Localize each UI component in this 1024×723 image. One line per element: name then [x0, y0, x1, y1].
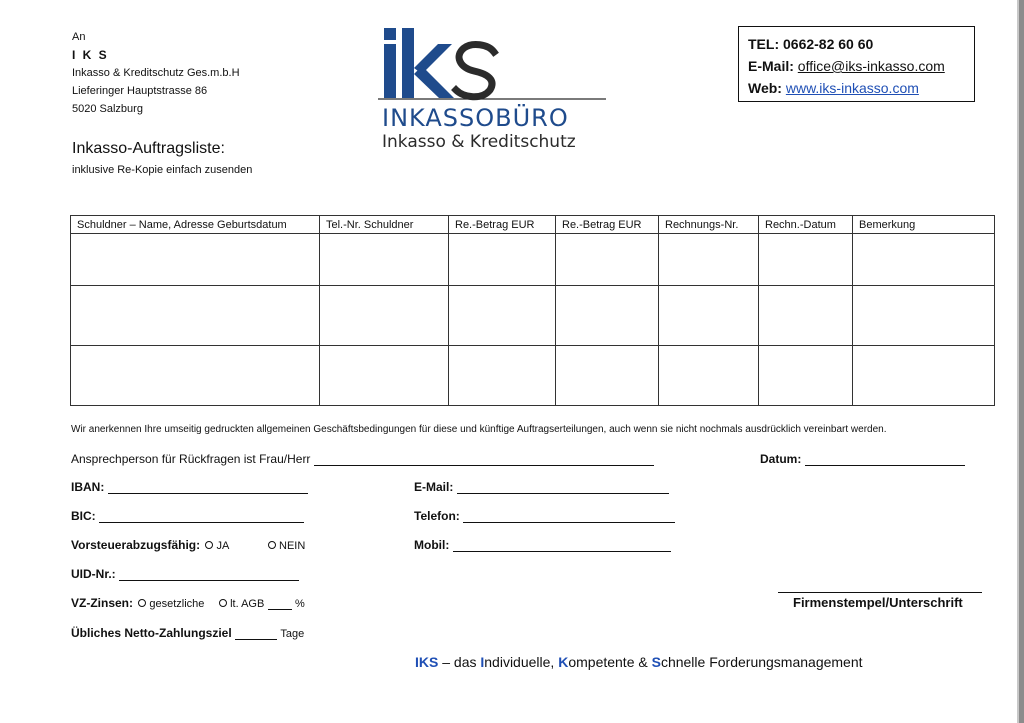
payment-term-label: Übliches Netto-Zahlungsziel — [71, 626, 232, 640]
contact-web — [748, 77, 974, 99]
vat-no-radio[interactable] — [268, 541, 276, 549]
address-city: 5020 Salzburg — [72, 103, 143, 115]
uid-label: UID-Nr.: — [71, 567, 116, 581]
col-invoice-date: Rechn.-Datum — [759, 216, 853, 234]
table-row — [71, 346, 995, 406]
interest-agb-label: lt. AGB — [230, 598, 265, 610]
address-street: Lieferinger Hauptstrasse 86 — [72, 85, 208, 97]
address-company-short: I K S — [72, 48, 109, 62]
vat-no-label: NEIN — [279, 540, 306, 552]
logo-line1: INKASSOBÜRO — [382, 104, 569, 132]
table-cell[interactable] — [71, 346, 320, 406]
mobile-field[interactable] — [453, 539, 671, 552]
email-row — [414, 480, 669, 494]
address-to: An — [72, 31, 86, 43]
signature-line[interactable] — [778, 592, 982, 593]
tagline-w3: chnelle Forderungsmanagement — [660, 654, 863, 670]
tagline-w1: ndividuelle, — [484, 654, 559, 670]
interest-legal-label: gesetzliche — [149, 598, 205, 610]
page-edge — [1019, 0, 1024, 723]
tagline-k: K — [558, 654, 569, 670]
iban-row — [71, 480, 308, 494]
email-field[interactable] — [457, 481, 669, 494]
vat-row — [71, 538, 305, 552]
contact-tel — [748, 33, 974, 55]
form-title: Inkasso-Auftragsliste: — [72, 140, 225, 157]
tagline-w2: ompetente & — [568, 654, 652, 670]
table-cell[interactable] — [759, 234, 853, 286]
col-remark: Bemerkung — [853, 216, 995, 234]
mobile-row — [414, 538, 671, 552]
vat-label: Vorsteuerabzugsfähig: — [71, 538, 201, 552]
iban-field[interactable] — [108, 481, 308, 494]
date-label: Datum: — [760, 452, 802, 466]
mobile-label: Mobil: — [414, 538, 450, 552]
iks-logo — [376, 26, 608, 152]
uid-row — [71, 567, 299, 581]
terms-notice: Wir anerkennen Ihre umseitig gedruckten allgemeinen Geschäftsbedingungen für diese und künftige Auftragserteilungen, auch wenn sie nicht nochmals ausdrücklich vereinbart werden. — [71, 424, 887, 435]
payment-term-row — [71, 626, 304, 640]
contact-box — [738, 26, 975, 102]
tagline-pre: – das — [438, 654, 481, 670]
table-cell[interactable] — [449, 286, 556, 346]
bic-row — [71, 509, 304, 523]
email-field-label: E-Mail: — [414, 480, 454, 494]
email-link[interactable]: office@iks-inkasso.com — [797, 58, 945, 74]
table-cell[interactable] — [320, 286, 449, 346]
table-cell[interactable] — [556, 286, 659, 346]
bic-label: BIC: — [71, 509, 96, 523]
interest-label: VZ-Zinsen: — [71, 596, 133, 610]
tagline — [415, 654, 863, 670]
table-cell[interactable] — [659, 346, 759, 406]
web-link[interactable]: www.iks-inkasso.com — [785, 80, 919, 96]
tel-label: TEL: — [748, 36, 780, 52]
phone-field[interactable] — [463, 510, 675, 523]
col-debtor: Schuldner – Name, Adresse Geburtsdatum — [71, 216, 320, 234]
payment-term-field[interactable] — [235, 627, 277, 640]
table-cell[interactable] — [659, 234, 759, 286]
table-cell[interactable] — [853, 234, 995, 286]
days-label: Tage — [280, 628, 305, 640]
col-invoice-amount: Re.-Betrag EUR — [449, 216, 556, 234]
table-cell[interactable] — [759, 286, 853, 346]
table-cell[interactable] — [71, 286, 320, 346]
email-label: E-Mail: — [748, 58, 794, 74]
tagline-brand: IKS — [415, 654, 439, 670]
table-cell[interactable] — [659, 286, 759, 346]
phone-label: Telefon: — [414, 509, 460, 523]
table-cell[interactable] — [853, 286, 995, 346]
tel-value: 0662-82 60 60 — [783, 36, 874, 52]
vat-yes-radio[interactable] — [205, 541, 213, 549]
table-cell[interactable] — [71, 234, 320, 286]
table-cell[interactable] — [449, 346, 556, 406]
table-cell[interactable] — [556, 234, 659, 286]
table-cell[interactable] — [556, 346, 659, 406]
date-field[interactable] — [805, 453, 965, 466]
interest-percent-field[interactable] — [268, 597, 292, 610]
order-table — [70, 215, 995, 406]
table-cell[interactable] — [449, 234, 556, 286]
date-row — [760, 452, 965, 466]
col-invoice-number: Rechnungs-Nr. — [659, 216, 759, 234]
bic-field[interactable] — [99, 510, 304, 523]
signature-label: Firmenstempel/Unterschrift — [793, 595, 963, 610]
table-cell[interactable] — [320, 346, 449, 406]
table-header-row — [71, 216, 995, 234]
col-invoice-amount-2: Re.-Betrag EUR — [556, 216, 659, 234]
address-company-full: Inkasso & Kreditschutz Ges.m.b.H — [72, 67, 240, 79]
phone-row — [414, 509, 675, 523]
table-row — [71, 234, 995, 286]
recipient-address — [72, 28, 240, 118]
table-cell[interactable] — [853, 346, 995, 406]
vat-yes-label: JA — [216, 540, 230, 552]
table-row — [71, 286, 995, 346]
contact-person-row — [71, 452, 654, 466]
interest-row — [71, 596, 305, 610]
contact-email — [748, 55, 974, 77]
iban-label: IBAN: — [71, 480, 105, 494]
table-cell[interactable] — [759, 346, 853, 406]
contact-person-label: Ansprechperson für Rückfragen ist Frau/Herr — [71, 452, 311, 466]
uid-field[interactable] — [119, 568, 299, 581]
col-debtor-phone: Tel.-Nr. Schuldner — [320, 216, 449, 234]
form-subtitle: inklusive Re-Kopie einfach zusenden — [72, 164, 253, 176]
percent-label: % — [295, 598, 305, 610]
tagline-i: I — [480, 654, 485, 670]
iks-logo-graphic — [376, 26, 608, 152]
interest-agb-radio[interactable] — [219, 599, 227, 607]
interest-legal-radio[interactable] — [138, 599, 146, 607]
logo-line2: Inkasso & Kreditschutz — [382, 132, 576, 152]
table-cell[interactable] — [320, 234, 449, 286]
tagline-s: S — [651, 654, 661, 670]
web-label: Web: — [748, 80, 782, 96]
contact-person-field[interactable] — [314, 453, 654, 466]
